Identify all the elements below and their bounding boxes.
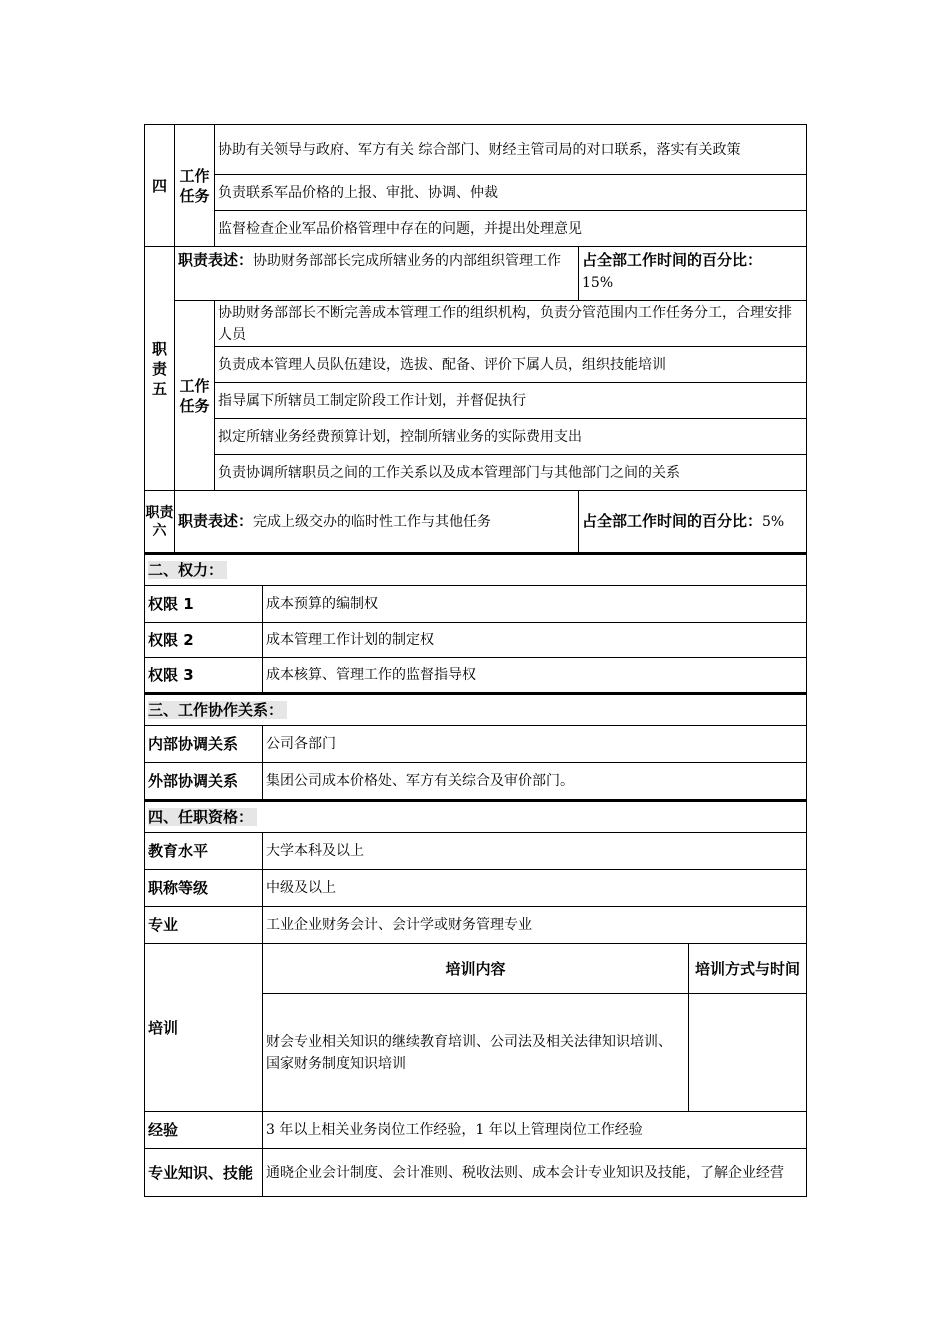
duty6-percent-label: 占全部工作时间的百分比： [582, 512, 763, 530]
experience-label: 经验 [145, 1112, 263, 1149]
qualification-title: 四、任职资格： [148, 808, 257, 826]
training-method-value [689, 994, 807, 1112]
external-coordination-value: 集团公司成本价格处、军方有关综合及审价部门。 [263, 763, 807, 801]
power-3-label: 权限 3 [145, 658, 263, 694]
power-3-value: 成本核算、管理工作的监督指导权 [263, 658, 807, 694]
duty4-task-2: 负责联系军品价格的上报、审批、协调、仲裁 [215, 175, 807, 211]
duty6-percent: 5% [762, 514, 785, 530]
duty6-percent-cell [579, 491, 807, 553]
duty6-statement-label: 职责表述： [178, 512, 254, 530]
duty5-percent-label: 占全部工作时间的百分比： [582, 251, 763, 269]
power-2-label: 权限 2 [145, 623, 263, 658]
power-section-title [145, 554, 807, 586]
duty5-number: 职责五 [145, 247, 175, 491]
cooperation-title: 三、工作协作关系： [148, 701, 287, 719]
internal-coordination-label: 内部协调关系 [145, 726, 263, 763]
qualification-section-title [145, 801, 807, 833]
duty5-task-2: 负责成本管理人员队伍建设，选拔、配备、评价下属人员，组织技能培训 [215, 347, 807, 383]
duty5-task-5: 负责协调所辖职员之间的工作关系以及成本管理部门与其他部门之间的关系 [215, 455, 807, 491]
major-value: 工业企业财务会计、会计学或财务管理专业 [263, 907, 807, 944]
education-label: 教育水平 [145, 833, 263, 870]
duty5-statement-label: 职责表述： [178, 251, 254, 269]
duty6-statement: 完成上级交办的临时性工作与其他任务 [253, 514, 492, 530]
experience-value: 3 年以上相关业务岗位工作经验，1 年以上管理岗位工作经验 [263, 1112, 807, 1149]
power-2-value: 成本管理工作计划的制定权 [263, 623, 807, 658]
internal-coordination-value: 公司各部门 [263, 726, 807, 763]
training-label: 培训 [145, 944, 263, 1112]
duty5-statement-cell [175, 247, 579, 301]
power-1-label: 权限 1 [145, 586, 263, 623]
training-method-header: 培训方式与时间 [689, 944, 807, 994]
duty5-task-4: 拟定所辖业务经费预算计划，控制所辖业务的实际费用支出 [215, 419, 807, 455]
duty4-task-label: 工作任务 [175, 125, 215, 247]
duty6-number: 职责六 [145, 491, 175, 553]
major-label: 专业 [145, 907, 263, 944]
title-level-value: 中级及以上 [263, 870, 807, 907]
duty4-task-1: 协助有关领导与政府、军方有关 综合部门、财经主管司局的对口联系，落实有关政策 [215, 125, 807, 175]
qualification-table [144, 552, 807, 1197]
knowledge-label: 专业知识、技能 [145, 1149, 263, 1197]
power-title: 二、权力： [148, 561, 227, 579]
power-1-value: 成本预算的编制权 [263, 586, 807, 623]
duty5-task-1: 协助财务部部长不断完善成本管理工作的组织机构，负责分管范围内工作任务分工，合理安排人员 [215, 301, 807, 347]
duty5-statement: 协助财务部部长完成所辖业务的内部组织管理工作 [253, 253, 562, 269]
duties-table [144, 124, 807, 553]
duty5-task-3: 指导属下所辖员工制定阶段工作计划，并督促执行 [215, 383, 807, 419]
duty4-number: 四 [145, 125, 175, 247]
duty5-percent-cell [579, 247, 807, 301]
knowledge-value: 通晓企业会计制度、会计准则、税收法则、成本会计专业知识及技能，了解企业经营 [263, 1149, 807, 1197]
training-content-header: 培训内容 [263, 944, 689, 994]
external-coordination-label: 外部协调关系 [145, 763, 263, 801]
duty5-task-label: 工作任务 [175, 301, 215, 491]
cooperation-section-title [145, 694, 807, 726]
education-value: 大学本科及以上 [263, 833, 807, 870]
duty6-statement-cell [175, 491, 579, 553]
training-content-value: 财会专业相关知识的继续教育培训、公司法及相关法律知识培训、国家财务制度知识培训 [263, 994, 689, 1112]
duty4-task-3: 监督检查企业军品价格管理中存在的问题，并提出处理意见 [215, 211, 807, 247]
job-description-document [144, 124, 806, 1197]
duty5-percent: 15% [582, 275, 614, 291]
title-level-label: 职称等级 [145, 870, 263, 907]
